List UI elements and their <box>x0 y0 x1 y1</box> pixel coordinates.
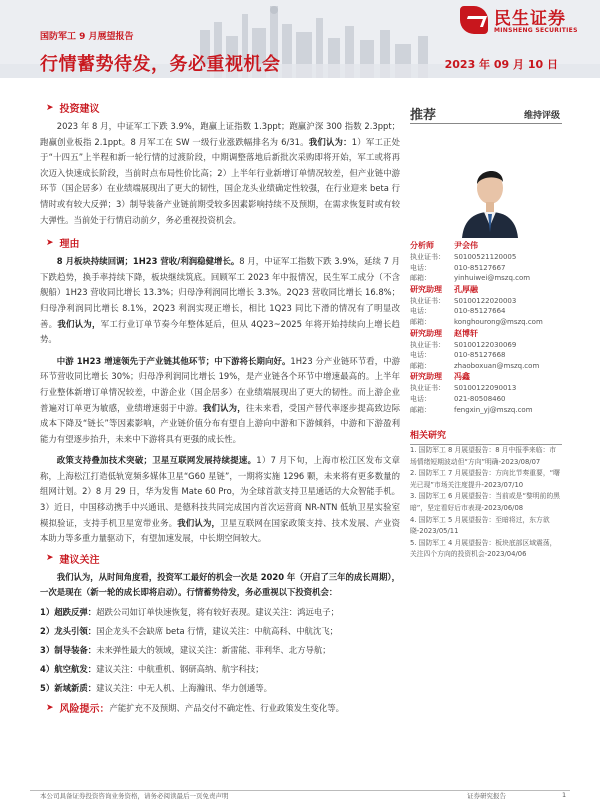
suggest-list <box>40 603 400 698</box>
cert-label: 执业证书： <box>410 384 445 393</box>
rating-value: 维持评级 <box>523 111 560 121</box>
recommend-label: 推荐 <box>410 108 437 123</box>
analyst-role: 研究助理 <box>410 328 442 338</box>
email-link[interactable]: yinhuiwei@mszq.com <box>454 274 531 283</box>
analyst-name: 尹会伟 <box>454 241 478 250</box>
section-reason-heading: ➤ 理由 <box>46 237 80 251</box>
report-category: 国防军工 9 月展望报告 <box>40 32 134 42</box>
email-link[interactable]: fengxin_yj@mszq.com <box>454 405 533 414</box>
section-suggest-heading: ➤ 建议关注 <box>46 553 100 566</box>
cert-label: 执业证书： <box>410 253 445 261</box>
analyst-name: 孔厚融 <box>454 284 478 294</box>
phone-number: 010-85127664 <box>454 307 506 316</box>
phone-number: 010-85127668 <box>454 351 506 360</box>
list-item: 3）制导装备：未来弹性最大的领域，建议关注：新雷能、菲利华、北方导航； <box>40 645 331 656</box>
related-research <box>410 428 562 561</box>
list-item: 4）航空航发：建议关注：中航重机、钢研高纳、航宇科技； <box>40 664 264 675</box>
cert-label: 执业证书： <box>410 296 445 305</box>
rating-row <box>410 100 562 124</box>
arrow-right-icon: ➤ <box>46 702 54 713</box>
cert-number: S0100122020003 <box>454 296 517 305</box>
header-banner <box>0 0 600 78</box>
analyst-name: 赵博轩 <box>454 328 478 338</box>
risk-text: 产能扩充不及预期、产品交付不确定性、行业政策发生变化等。 <box>109 702 345 713</box>
analyst-role: 研究助理 <box>410 284 442 294</box>
main-content <box>40 100 400 715</box>
email-label: 邮箱： <box>410 405 431 414</box>
section-investment-heading: ➤ 投资建议 <box>46 102 100 115</box>
analyst-block <box>410 240 562 284</box>
related-research-item[interactable]: 5. 国防军工 4 月展望报告：板块底部区域震荡，关注四个方向的投资机会-2023/04/06 <box>410 538 557 559</box>
report-date: 2023 年 09 月 10 日 <box>444 58 558 71</box>
email-label: 邮箱： <box>410 317 431 326</box>
email-link[interactable]: konghourong@mszq.com <box>454 317 543 326</box>
phone-number: 010-85127667 <box>454 263 506 272</box>
phone-label: 电话： <box>410 263 431 272</box>
related-research-item[interactable]: 4. 国防军工 5 月展望报告：至暗将过，东方欲晓-2023/05/11 <box>410 515 550 536</box>
logo-mark-icon <box>460 6 488 34</box>
page-number: 1 <box>562 791 567 799</box>
logo-cn-text: 民生证券 <box>494 9 566 29</box>
minsheng-logo <box>460 2 590 42</box>
analyst-block <box>410 371 562 415</box>
related-research-heading: 相关研究 <box>410 428 562 445</box>
sidebar <box>410 100 562 559</box>
footer-report-type: 证券研究报告 <box>467 792 506 800</box>
analyst-photo <box>458 152 522 238</box>
cert-number: S0100122030069 <box>454 340 517 349</box>
related-research-item[interactable]: 1. 国防军工 8 月展望报告：8 月中报季来临：市场情绪短期波动但“方向”明确-2023/08/07 <box>410 446 557 466</box>
email-label: 邮箱： <box>410 274 431 283</box>
reason-paragraph-3: 政策支持叠加技术突破；卫星互联网发展持续提速。1）7 月下旬，上海市松江区发布文章称，上海松江打造低轨宽频多媒体卫星“G60 星链”，一期将实施 1296 颗，未来将有更多数量的组网计划。2）8 月 29 日，华为发售 Mate 60 Pro，为全球首款支持卫星通话的大众智能手机。3）近日，中国移动携手中兴通讯、是德科技共同完成国内首次运营商 NR-NTN 低轨卫星实验室模拟验证，支持手机卫星宽带业务。我们认为，卫星互联网在国家政策支持、技术发展、产业资本助力等多重力量驱动下，有望加速发展，中长期空间较大。 <box>40 455 401 544</box>
analyst-table <box>410 240 562 415</box>
cert-number: S0100122090013 <box>454 384 517 393</box>
risk-notice: ➤ 风险提示： 产能扩充不及预期、产品交付不确定性、行业政策发生变化等。 <box>46 702 345 716</box>
phone-label: 电话： <box>410 307 431 316</box>
cert-label: 执业证书： <box>410 340 445 349</box>
related-research-item[interactable]: 3. 国防军工 6 月展望报告：当前或是“黎明前的黑暗”，坚定看好后市表现-2023/06/08 <box>410 492 560 512</box>
list-item: 1）超跌反弹：超跌公司如订单快速恢复，将有较好表现。建议关注：鸿远电子； <box>40 607 339 618</box>
related-research-item[interactable]: 2. 国防军工 7 月展望报告：方向比节奏重要，“曙光已现”市场关注度提升-2023/07/10 <box>410 469 560 489</box>
report-title: 行情蓄势待发，务必重视机会 <box>40 54 281 75</box>
phone-number: 021-80508460 <box>454 394 506 403</box>
cert-number: S0100521120005 <box>454 253 517 261</box>
arrow-right-icon: ➤ <box>46 102 54 113</box>
logo-en-text: MINSHENG SECURITIES <box>494 27 578 34</box>
arrow-right-icon: ➤ <box>46 553 54 564</box>
email-label: 邮箱： <box>410 361 431 370</box>
phone-label: 电话： <box>410 351 431 360</box>
analyst-role: 研究助理 <box>410 372 442 382</box>
arrow-right-icon: ➤ <box>46 237 54 248</box>
suggest-intro: 我们认为，从时间角度看，投资军工最好的机会一次是 2020 年（开启了三年的成长周期），一次是现在（新一轮的成长即将启动）。行情蓄势待发，务必重视以下投资机会： <box>40 571 400 598</box>
list-item: 2）龙头引领：国企龙头不会缺席 beta 行情，建议关注：中航高科、中航沈飞； <box>40 626 339 637</box>
reason-paragraph-1: 8 月板块持续回调；1H23 营收/利润稳健增长。8 月，中证军工指数下跌 3.9%，延续 7 月下跌趋势，换手率持续下降，板块继续筑底。回顾军工 2023 年中报情况，民生军工成分（不含舰船）1H23 营收同比增长 13.3%；归母净利润同比增长 3.3%。2Q23 营收同比增长 16.8%；归母净利润同比增长 8.1%，2Q23 利润实现正增长，相比 1Q23 同比下滑的情况有了明显改善。我们认为，军工行业订单节奏今年整体延后，但从 4Q23~2025 年将开始持续向上增长趋势。 <box>40 256 401 345</box>
analyst-block <box>410 328 562 372</box>
email-link[interactable]: zhaoboxuan@mszq.com <box>454 361 540 370</box>
footer-disclaimer: 本公司具备证券投资咨询业务资格，请务必阅读最后一页免责声明 <box>40 792 229 800</box>
phone-label: 电话： <box>410 394 431 403</box>
analyst-name: 冯鑫 <box>454 372 470 382</box>
reason-paragraph-2: 中游 1H23 增速领先于产业链其他环节；中下游将长期向好。1H23 分产业链环节看，中游环节营收同比增长 30%；归母净利润同比增长 19%，是产业链各个环节中增速最高的。上半年行业整体新增订单情况较差，中游企业（国企居多）在业绩端展现出了更大的韧性。而上游企业普遍对订单更为敏感，业绩增速弱于中游。我们认为，往未来看，受国产替代率逐步提高致边际成本下降及“链长”等因素影响，产业链价值分布有望自上游向中游和下游倾斜，中游和下游盈利能力有望逐步抬升，未来中下游将具有更强的成长性。 <box>40 355 401 444</box>
analyst-role: 分析师 <box>410 241 434 250</box>
analyst-block <box>410 284 562 328</box>
investment-paragraph: 2023 年 8 月，中证军工下跌 3.9%，跑赢上证指数 1.3ppt；跑赢沪深 300 指数 2.3ppt；跑赢创业板指 2.1ppt。8 月军工在 SW 一级行业涨跌幅排名为 6/31。我们认为：1）军工正处于“十四五”上半程和新一轮行情的过渡阶段，中期调整落地后新批次采购即将开始，军工或将再次迈入快速成长阶段，当前时点布局性价比高；2）上半年行业新增订单情况较差，但产业链中游环节（国企居多）在业绩端展现出了更大的韧性，国企龙头业绩确定性较强，在行业迎来 beta 行情时或有较大反弹；3）制导装备产业链前期受较多因素影响持续不及预期，在需求恢复时或有较大弹性。当前处于行情启动前夕，务必重视投资机会。 <box>40 121 400 225</box>
list-item: 5）新域新质：建议关注：中无人机、上海瀚讯、华力创通等。 <box>40 683 272 694</box>
